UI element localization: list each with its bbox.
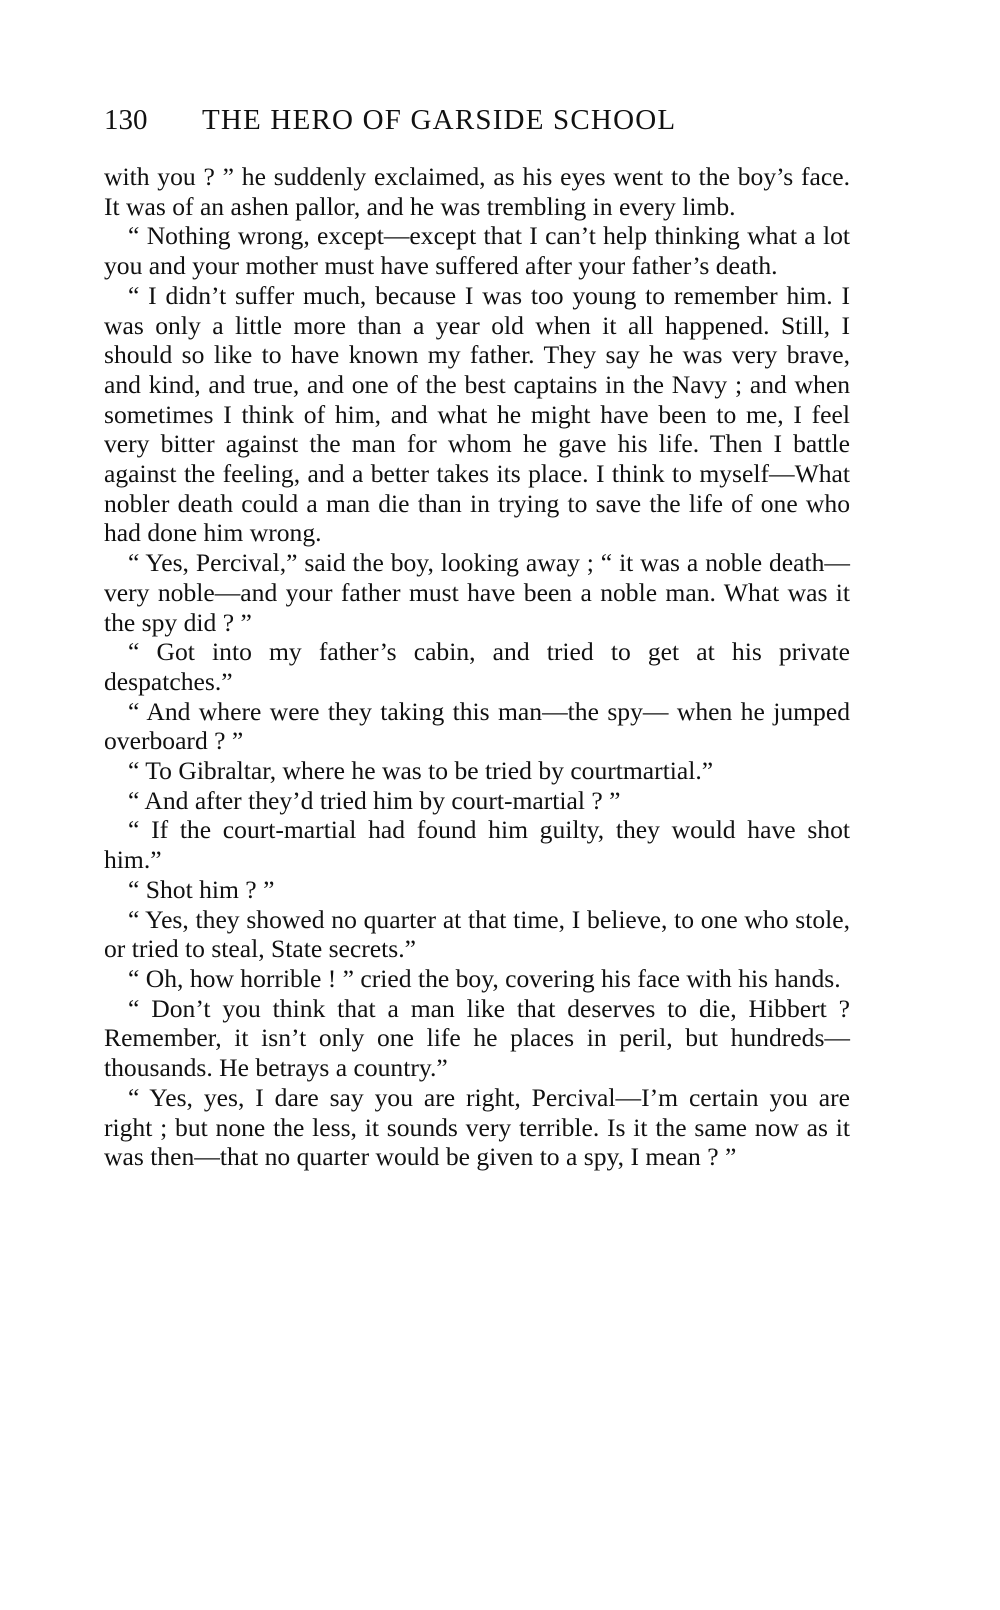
paragraph: “ And after they’d tried him by court-martial ? ” xyxy=(128,785,621,815)
paragraph: “ Don’t you think that a man like that deserves to die, Hibbert ? Remember, it isn’t only one life he places in peril, but hundreds—thousands. He betrays a country.” xyxy=(104,993,850,1083)
paragraph: “ Oh, how horrible ! ” cried the boy, covering his face with his hands. xyxy=(128,963,841,993)
paragraph: “ Got into my father’s cabin, and tried to get at his private despatches.” xyxy=(104,637,850,696)
paragraph: “ Yes, they showed no quarter at that time, I believe, to one who stole, or tried to steal, State secrets.” xyxy=(104,904,850,964)
paragraph: “ And where were they taking this man—the spy— when he jumped overboard ? ” xyxy=(104,696,850,756)
paragraph: “ Nothing wrong, except—except that I can’t help thinking what a lot you and your mother must have suffered after your father’s death. xyxy=(104,221,850,281)
running-head xyxy=(104,104,850,148)
body-text xyxy=(104,162,850,1172)
paragraph: with you ? ” he suddenly exclaimed, as his eyes went to the boy’s face. It was of an ashen pallor, and he was trembling in every limb. xyxy=(104,162,850,221)
paragraph: “ To Gibraltar, where he was to be tried by courtmartial.” xyxy=(128,756,714,786)
book-title: THE HERO OF GARSIDE SCHOOL xyxy=(202,104,677,136)
paragraph: “ I didn’t suffer much, because I was too young to remember him. I was only a little more than a year old when it all happened. Still, I should so like to have known my father. They say he was very brave, and kind, and true, and one of the best captains in the Navy ; and when sometimes I think of him, and what he might have been to me, I feel very bitter against the man for whom he gave his life. Then I battle against the feeling, and a better takes its place. I think to myself—What nobler death could a man die than in trying to save the life of one who had done him wrong. xyxy=(104,280,850,548)
paragraph: “ Shot him ? ” xyxy=(128,874,275,904)
paragraph: “ Yes, yes, I dare say you are right, Percival—I’m certain you are right ; but none the less, it sounds very terrible. Is it the same now as it was then—that no quarter would be given to a spy, I mean ? ” xyxy=(104,1082,850,1172)
paragraph: “ Yes, Percival,” said the boy, looking away ; “ it was a noble death—very noble—and your father must have been a noble man. What was it the spy did ? ” xyxy=(104,548,850,637)
page-number: 130 xyxy=(104,104,148,136)
book-page xyxy=(104,104,850,1172)
paragraph: “ If the court-martial had found him guilty, they would have shot him.” xyxy=(104,815,850,875)
